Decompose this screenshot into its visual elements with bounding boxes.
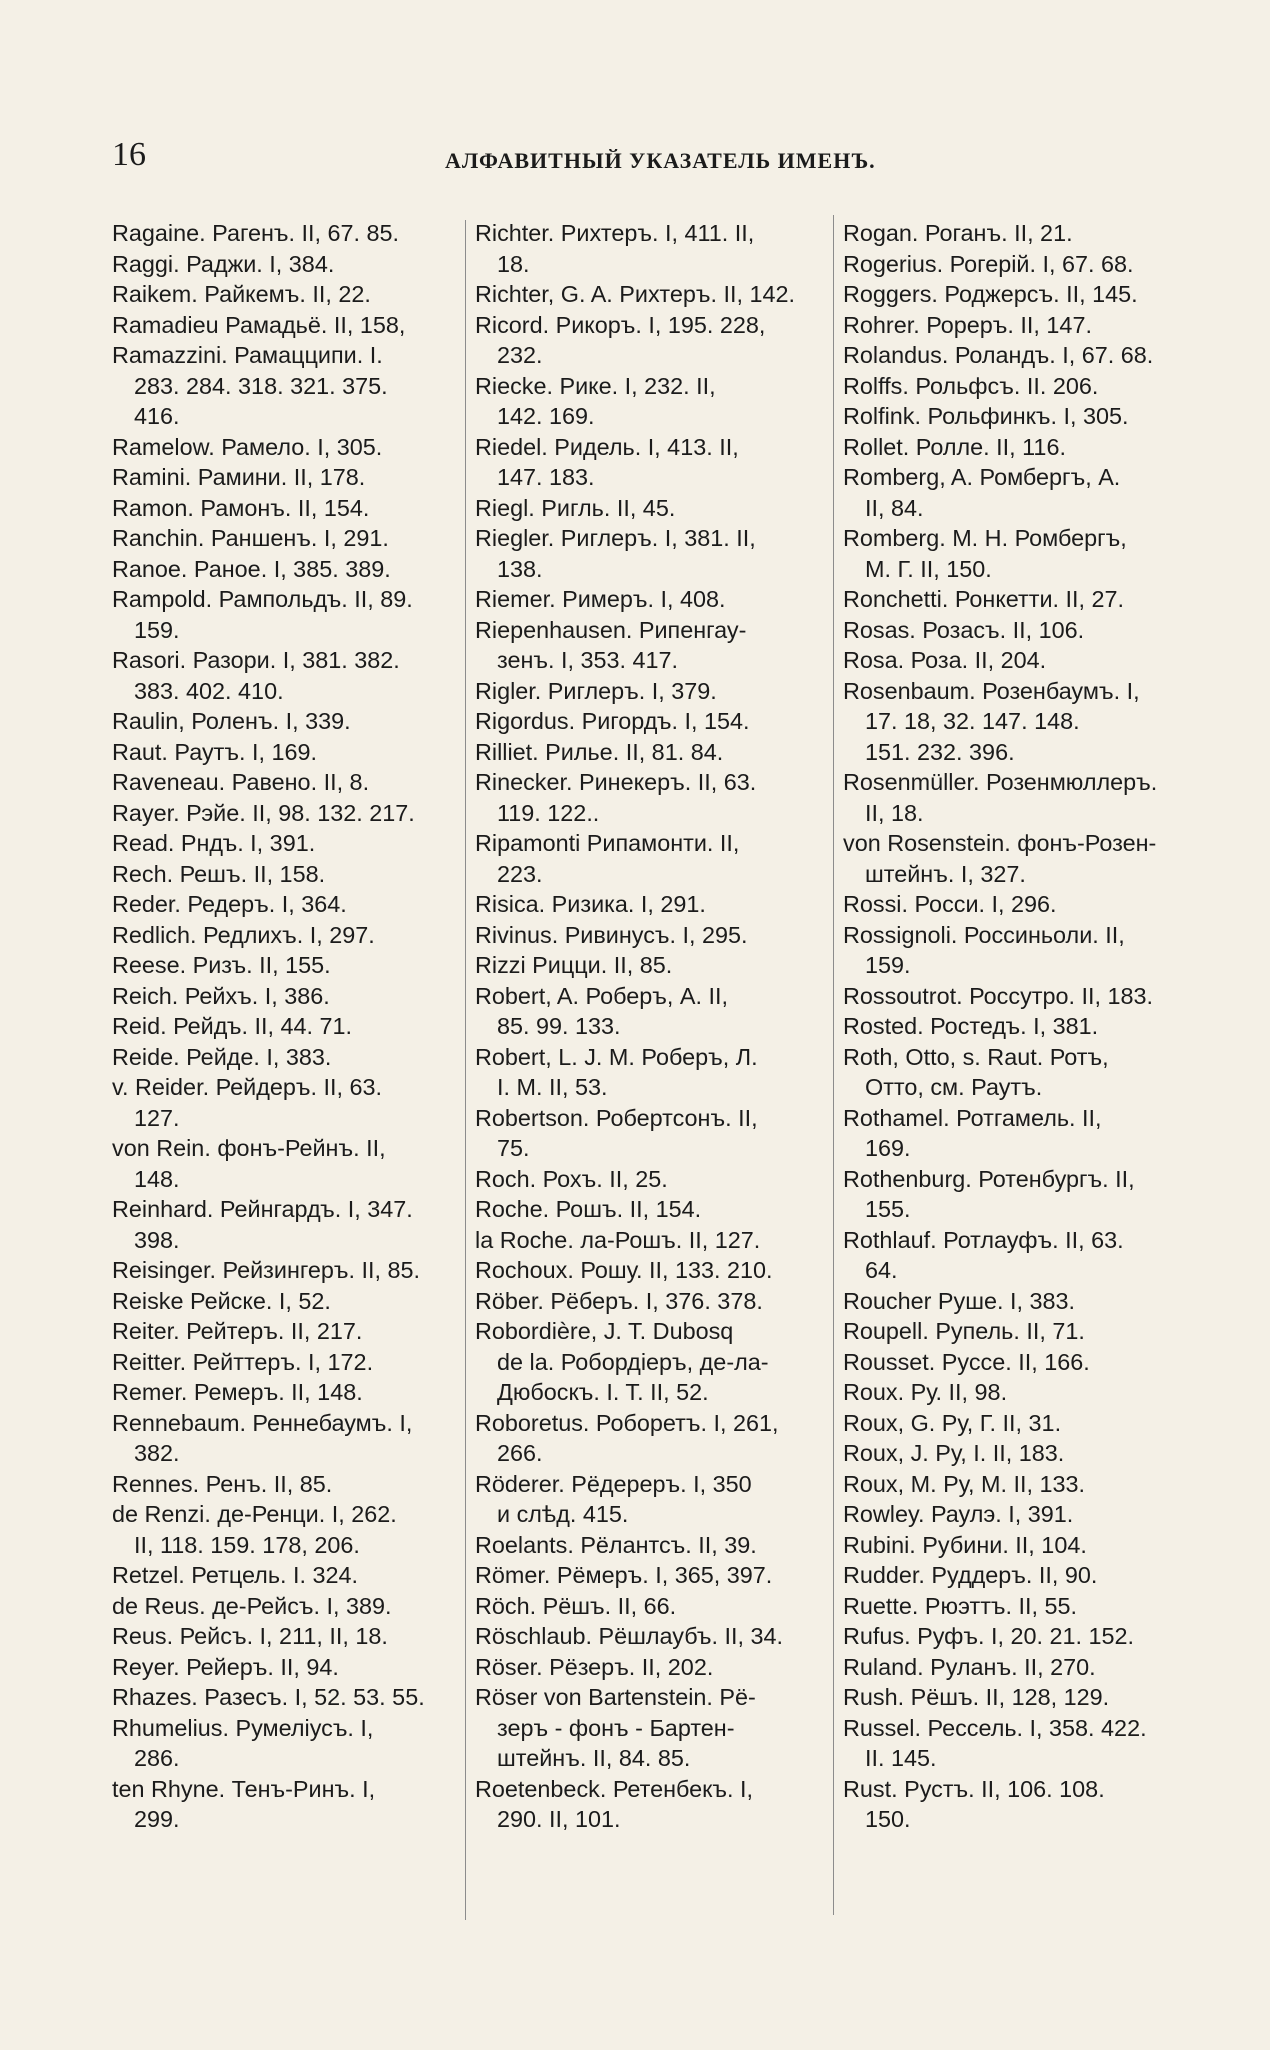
index-entry: Remer. Ремеръ. II, 148. [112,1379,363,1405]
index-entry: Rhumelius. Румеліусъ. I, [112,1714,374,1741]
index-entry: Reid. Рейдъ. II, 44. 71. [112,1013,353,1039]
index-entry: Römer. Рёмеръ. I, 365, 397. [475,1562,773,1588]
index-entry-continuation: 159. [865,952,911,978]
index-entry: Reese. Ризъ. II, 155. [112,952,331,978]
index-entry: Rothlauf. Ротлауфъ. II, 63. [843,1226,1124,1253]
index-entry: Rogan. Роганъ. II, 21. [843,220,1073,246]
index-entry: Rossoutrot. Россутро. II, 183. [843,982,1154,1009]
index-entry: Rasori. Разори. I, 381. 382. [112,647,400,673]
index-entry: Riegl. Ригль. II, 45. [475,494,676,521]
index-entry: Retzel. Ретцель. I. 324. [112,1562,359,1588]
index-entry: Ripamonti Рипамонти. II, [475,830,740,856]
index-entry-continuation: 64. [865,1257,898,1283]
index-entry: Roupell. Рупель. II, 71. [843,1318,1085,1344]
index-entry: Rigler. Риглеръ. I, 379. [475,677,717,704]
column-divider [465,220,466,1920]
index-entry: Reide. Рейде. I, 383. [112,1043,332,1070]
index-entry: Roux, J. Ру, I. II, 183. [843,1440,1065,1466]
index-entry: Rigordus. Ригордъ. I, 154. [475,708,750,734]
index-entry: Röderer. Рёдереръ. I, 350 [475,1470,752,1497]
index-entry: Röser. Рёзеръ. II, 202. [475,1653,714,1680]
index-entry-continuation: II, 18. [865,799,924,826]
index-entry: Reich. Рейхъ. I, 386. [112,982,330,1009]
index-entry: Ranchin. Раншенъ. I, 291. [112,525,389,551]
index-entry: Reus. Рейсъ. I, 211, II, 18. [112,1623,388,1649]
index-entry: Redlich. Редлихъ. I, 297. [112,921,375,948]
index-entry: Richter, G. A. Рихтеръ. II, 142. [475,281,795,307]
index-entry: Robordière, J. T. Dubosq [475,1318,734,1344]
index-entry: la Roche. ла-Рошъ. II, 127. [475,1226,761,1253]
index-entry: Romberg, A. Ромбергъ, А. [843,464,1121,490]
index-entry: Rubini. Рубини. II, 104. [843,1531,1087,1558]
index-entry: Röch. Рёшъ. II, 66. [475,1592,677,1619]
index-entry-continuation: de la. Робордіеръ, де-ла- [497,1348,769,1375]
index-entry: von Rosenstein. фонъ-Розен- [843,830,1157,856]
index-entry-continuation: I. M. II, 53. [497,1074,608,1100]
index-entry-continuation: 290. II, 101. [497,1806,621,1832]
index-entry: Rossi. Росси. I, 296. [843,891,1057,917]
index-entry: v. Reider. Рейдеръ. II, 63. [112,1074,383,1100]
index-entry: Roux, G. Ру, Г. II, 31. [843,1409,1062,1436]
index-entry: Robert, L. J. M. Роберъ, Л. [475,1043,758,1070]
index-entry: Rampold. Рампольдъ. II, 89. [112,586,413,612]
index-entry: Raut. Раутъ. I, 169. [112,738,318,765]
index-entry: Rust. Рустъ. II, 106. 108. [843,1775,1105,1802]
index-entry: Rohrer. Рореръ. II, 147. [843,311,1092,338]
index-entry: de Reus. де-Рейсъ. I, 389. [112,1592,392,1619]
index-entry-continuation: 169. [865,1135,911,1161]
index-entry-continuation: 286. [134,1745,180,1771]
index-entry: von Rein. фонъ-Рейнъ. II, [112,1135,386,1161]
index-entry: Rothamel. Ротгамель. II, [843,1104,1102,1131]
index-entry: Rossignoli. Россиньоли. II, [843,921,1125,948]
index-entry: Roggers. Роджерсъ. II, 145. [843,281,1138,307]
index-entry-continuation: II. 145. [865,1745,937,1771]
index-entry: Rolffs. Рольфсъ. II. 206. [843,372,1099,399]
index-entry: Rolfink. Рольфинкъ. I, 305. [843,403,1129,429]
index-entry: Roucher Руше. I, 383. [843,1287,1075,1314]
index-entry-continuation: 383. 402. 410. [134,677,284,704]
index-entry-continuation: 127. [134,1104,180,1131]
index-entry-continuation: 148. [134,1165,180,1192]
index-entry: Roetenbeck. Ретенбекъ. I, [475,1775,754,1802]
index-entry-continuation: II, 84. [865,494,924,521]
index-entry: Rolandus. Роландъ. I, 67. 68. [843,342,1154,368]
index-entry: Risica. Ризика. I, 291. [475,891,706,917]
running-title: АЛФАВИТНЫЙ УКАЗАТЕЛЬ ИМЕНЪ. [445,148,876,173]
index-entry-continuation: 119. 122.. [497,799,600,826]
index-entry: Röber. Рёберъ. I, 376. 378. [475,1287,763,1314]
index-entry-continuation: М. Г. II, 150. [865,555,992,582]
index-entry: Rosenbaum. Розенбаумъ. I, [843,677,1140,704]
index-entry: Rayer. Рэйе. II, 98. 132. 217. [112,799,415,826]
index-entry: Raulin, Роленъ. I, 339. [112,708,351,734]
index-entry: Reder. Редеръ. I, 364. [112,891,347,917]
index-entry: Rousset. Руссе. II, 166. [843,1348,1090,1375]
index-entry: Rhazes. Разесъ. I, 52. 53. 55. [112,1684,425,1710]
index-entry: Rosted. Ростедъ. I, 381. [843,1013,1099,1039]
index-entry-continuation: 299. [134,1806,180,1832]
index-entry: Read. Рндъ. I, 391. [112,830,316,856]
index-entry: Ronchetti. Ронкетти. II, 27. [843,586,1125,612]
index-entry: Rothenburg. Ротенбургъ. II, [843,1165,1135,1192]
index-entry: Roux, M. Ру, М. II, 133. [843,1470,1086,1497]
index-entry-continuation: 151. 232. 396. [865,738,1015,765]
index-entry: Röser von Bartenstein. Рё- [475,1684,756,1710]
index-entry-continuation: 283. 284. 318. 321. 375. [134,372,388,399]
index-entry: Reyer. Рейеръ. II, 94. [112,1653,339,1680]
index-entry-continuation: 232. [497,342,543,368]
index-entry-continuation: 138. [497,555,543,582]
index-column-1 [112,218,457,1835]
index-entry-continuation: 159. [134,616,180,643]
index-entry: Ramazzini. Рамацципи. I. [112,342,383,368]
index-entry: Ramini. Рамини. II, 178. [112,464,366,490]
index-entry: Rech. Решъ. II, 158. [112,860,326,887]
index-entry: Ruland. Руланъ. II, 270. [843,1653,1096,1680]
index-entry-continuation: 266. [497,1440,543,1466]
index-entry: Reiter. Рейтеръ. II, 217. [112,1318,363,1344]
index-entry: Roelants. Рёлантсъ. II, 39. [475,1531,757,1558]
index-entry: Ramon. Рамонъ. II, 154. [112,494,370,521]
index-entry: Rochoux. Рошу. II, 133. 210. [475,1257,773,1283]
index-entry: Reiske Рейске. I, 52. [112,1287,331,1314]
index-entry-continuation: 155. [865,1196,911,1222]
index-entry: Rosenmüller. Розенмюллеръ. [843,769,1158,795]
index-entry: Roboretus. Роборетъ. I, 261, [475,1409,779,1436]
index-entry-continuation: Дюбоскъ. I. T. II, 52. [497,1379,709,1405]
index-entry: Ramadieu Рамадьё. II, 158, [112,311,406,338]
index-entry: Russel. Рессель. I, 358. 422. [843,1714,1147,1741]
index-entry-continuation: зеръ - фонъ - Бартен- [497,1714,735,1741]
index-entry: Rosas. Розасъ. II, 106. [843,616,1085,643]
index-column-3 [843,218,1193,1835]
index-entry: Rowley. Раулэ. I, 391. [843,1501,1074,1527]
index-entry: Rudder. Руддеръ. II, 90. [843,1562,1098,1588]
index-entry: Rivinus. Ривинусъ. I, 295. [475,921,748,948]
index-entry: Robert, A. Роберъ, А. II, [475,982,728,1009]
index-entry: ten Rhyne. Тенъ-Ринъ. I, [112,1775,376,1802]
index-entry: Rennes. Ренъ. II, 85. [112,1470,333,1497]
index-entry: Rilliet. Рилье. II, 81. 84. [475,738,724,765]
column-divider [833,215,834,1915]
index-entry: Rennebaum. Реннебаумъ. I, [112,1409,413,1436]
index-entry: Rogerius. Рогерій. I, 67. 68. [843,250,1134,277]
index-entry-continuation: Отто, см. Раутъ. [865,1074,1043,1100]
index-entry: Raveneau. Равено. II, 8. [112,769,370,795]
index-entry: Rollet. Ролле. II, 116. [843,433,1066,460]
index-entry: Riecke. Рике. I, 232. II, [475,372,716,399]
index-entry-continuation: и слѣд. 415. [497,1501,629,1527]
index-entry-continuation: II, 118. 159. 178, 206. [134,1531,360,1558]
index-entry: Robertson. Робертсонъ. II, [475,1104,758,1131]
index-entry-continuation: 75. [497,1135,530,1161]
index-entry-continuation: 398. [134,1226,180,1253]
page-number: 16 [112,136,146,173]
index-entry-continuation: 416. [134,403,180,429]
index-entry: Raggi. Раджи. I, 384. [112,250,335,277]
index-entry: Riepenhausen. Рипенгау- [475,616,747,643]
index-entry: Röschlaub. Рёшлаубъ. II, 34. [475,1623,783,1649]
index-entry: Reinhard. Рейнгардъ. I, 347. [112,1196,413,1222]
index-entry: Rosa. Роза. II, 204. [843,647,1047,673]
page-header [0,0,1270,200]
index-entry: Richter. Рихтеръ. I, 411. II, [475,220,755,246]
index-entry-continuation: штейнъ. II, 84. 85. [497,1745,691,1771]
index-entry: Rufus. Руфъ. I, 20. 21. 152. [843,1623,1135,1649]
index-entry-continuation: 150. [865,1806,911,1832]
index-entry: Ramelow. Рамело. I, 305. [112,433,383,460]
index-entry-continuation: 382. [134,1440,180,1466]
index-entry: Riegler. Риглеръ. I, 381. II, [475,525,756,551]
index-entry-continuation: штейнъ. I, 327. [865,860,1026,887]
index-entry: Raikem. Райкемъ. II, 22. [112,281,371,307]
index-entry: Rizzi Рицци. II, 85. [475,952,673,978]
index-entry: Roche. Рошъ. II, 154. [475,1196,702,1222]
index-entry: Riedel. Ридель. I, 413. II, [475,433,739,460]
index-entry: Ranoe. Раное. I, 385. 389. [112,555,391,582]
index-entry: Reisinger. Рейзингеръ. II, 85. [112,1257,421,1283]
index-entry: de Renzi. де-Ренци. I, 262. [112,1501,397,1527]
index-entry: Roch. Рохъ. II, 25. [475,1165,668,1192]
index-entry-continuation: 17. 18, 32. 147. 148. [865,708,1080,734]
index-entry-continuation: 142. 169. [497,403,595,429]
index-entry: Riemer. Римеръ. I, 408. [475,586,726,612]
index-entry-continuation: зенъ. I, 353. 417. [497,647,679,673]
index-entry: Ruette. Рюэттъ. II, 55. [843,1592,1078,1619]
index-entry: Rinecker. Ринекеръ. II, 63. [475,769,757,795]
index-entry-continuation: 147. 183. [497,464,595,490]
index-entry-continuation: 18. [497,250,530,277]
index-entry-continuation: 85. 99. 133. [497,1013,621,1039]
index-entry: Ricord. Рикоръ. I, 195. 228, [475,311,766,338]
index-entry: Romberg. M. H. Ромбергъ, [843,525,1127,551]
index-entry: Ragaine. Рагенъ. II, 67. 85. [112,220,400,246]
index-entry: Rush. Рёшъ. II, 128, 129. [843,1684,1110,1710]
index-entry: Reitter. Рейттеръ. I, 172. [112,1348,374,1375]
index-column-2 [475,218,827,1835]
index-entry: Roux. Ру. II, 98. [843,1379,1008,1405]
index-entry-continuation: 223. [497,860,543,887]
index-entry: Roth, Otto, s. Raut. Ротъ, [843,1043,1109,1070]
